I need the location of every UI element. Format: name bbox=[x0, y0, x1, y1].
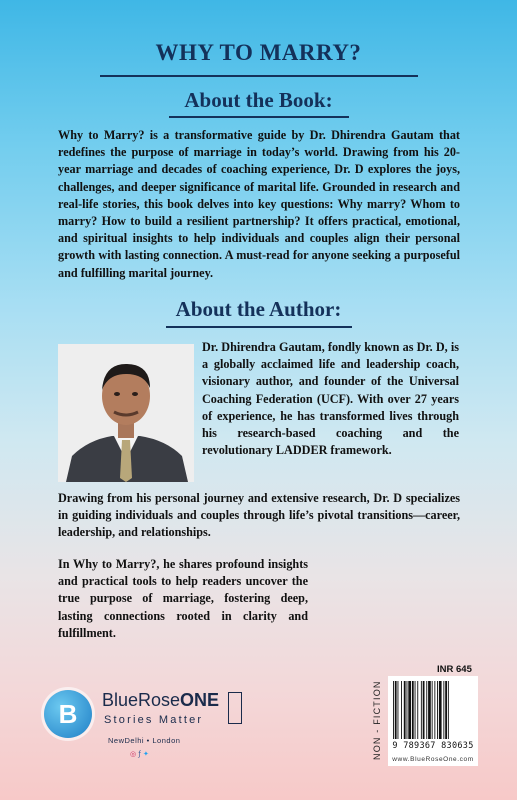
book-title: WHY TO MARRY? bbox=[155, 40, 362, 65]
title-underline bbox=[100, 75, 418, 77]
about-author-text-1: Dr. Dhirendra Gautam, fondly known as Dr. D, is a globally acclaimed life and leadership coach, visionary author, and founder of the Universal Coaching Federation (UCF). With over 27 years of experience, he has transformed lives through his research-based coaching and the revolutionary LADDER framework. bbox=[202, 340, 459, 458]
price-label: INR 645 bbox=[437, 664, 472, 675]
barcode-bar bbox=[426, 681, 427, 739]
about-author-text-3: In Why to Marry?, he shares profound insights and practical tools to help readers uncover the true purpose of marriage, fostering deep, lasting connections rooted in clarity and fulfillment. bbox=[58, 557, 308, 640]
barcode-bars bbox=[393, 681, 473, 739]
barcode-bar bbox=[401, 681, 402, 739]
barcode-bar bbox=[395, 681, 397, 739]
isbn-number: 9 789367 830635 bbox=[392, 741, 474, 751]
brand-accent: ONE bbox=[180, 690, 220, 710]
publisher-tagline: Stories Matter bbox=[104, 714, 204, 726]
barcode-bar bbox=[393, 681, 394, 739]
facebook-icon: ƒ bbox=[138, 750, 141, 758]
publisher-logo-icon bbox=[44, 690, 92, 738]
barcode-bar bbox=[445, 681, 447, 739]
barcode-bar bbox=[407, 681, 408, 739]
about-author-heading: About the Author: bbox=[175, 297, 342, 321]
about-book-text: Why to Marry? is a transformative guide by Dr. Dhirendra Gautam that redefines the purpose of marriage in today’s world. Drawing from his 20-year marriage and decades of coaching experience, Dr. D explores the joys, challenges, and deeper significance of marital life. Grounded in research and real-life stories, this book delves into key questions: Why marry? Whom to marry? How to build a resilient partnership? It offers practical, emotional, and spiritual insights to help individuals and couples align their personal growth with lasting connection. A must-read for anyone seeking a purposeful and fulfilling marital journey. bbox=[58, 128, 460, 280]
author-photo bbox=[58, 344, 194, 482]
brand-main: BlueRose bbox=[102, 690, 181, 710]
barcode-bar bbox=[417, 681, 418, 739]
twitter-icon: ✦ bbox=[143, 750, 149, 758]
instagram-icon: ◎ bbox=[130, 750, 137, 758]
about-book-heading: About the Book: bbox=[184, 88, 333, 112]
barcode-bar bbox=[398, 681, 399, 739]
about-author-text-2: Drawing from his personal journey and extensive research, Dr. D specializes in guiding individuals and couples through life’s pivotal transitions—career, leadership, and relationships. bbox=[58, 491, 460, 540]
isbn-barcode bbox=[388, 676, 478, 766]
barcode-bar bbox=[423, 681, 425, 739]
barcode-bar bbox=[404, 681, 406, 739]
publisher-logo bbox=[44, 684, 244, 764]
barcode-bar bbox=[434, 681, 435, 739]
about-book-underline bbox=[169, 116, 349, 118]
author-portrait-icon bbox=[58, 344, 194, 482]
logo-letter: B bbox=[58, 699, 78, 729]
since-badge bbox=[228, 692, 242, 724]
barcode-bar bbox=[448, 681, 449, 739]
barcode-bar bbox=[415, 681, 416, 739]
about-author-underline bbox=[166, 326, 352, 328]
genre-label: NON - FICTION bbox=[372, 680, 382, 760]
barcode-bar bbox=[412, 681, 414, 739]
barcode-bar bbox=[439, 681, 442, 739]
publisher-cities: NewDelhi • London bbox=[108, 736, 181, 745]
barcode-bar bbox=[408, 681, 411, 739]
barcode-bar bbox=[437, 681, 438, 739]
publisher-name bbox=[102, 690, 219, 711]
barcode-bar bbox=[421, 681, 422, 739]
barcode-bar bbox=[432, 681, 433, 739]
social-icons bbox=[130, 750, 149, 758]
barcode-bar bbox=[428, 681, 431, 739]
barcode-bar bbox=[443, 681, 444, 739]
publisher-website: www.BlueRoseOne.com bbox=[392, 756, 474, 763]
